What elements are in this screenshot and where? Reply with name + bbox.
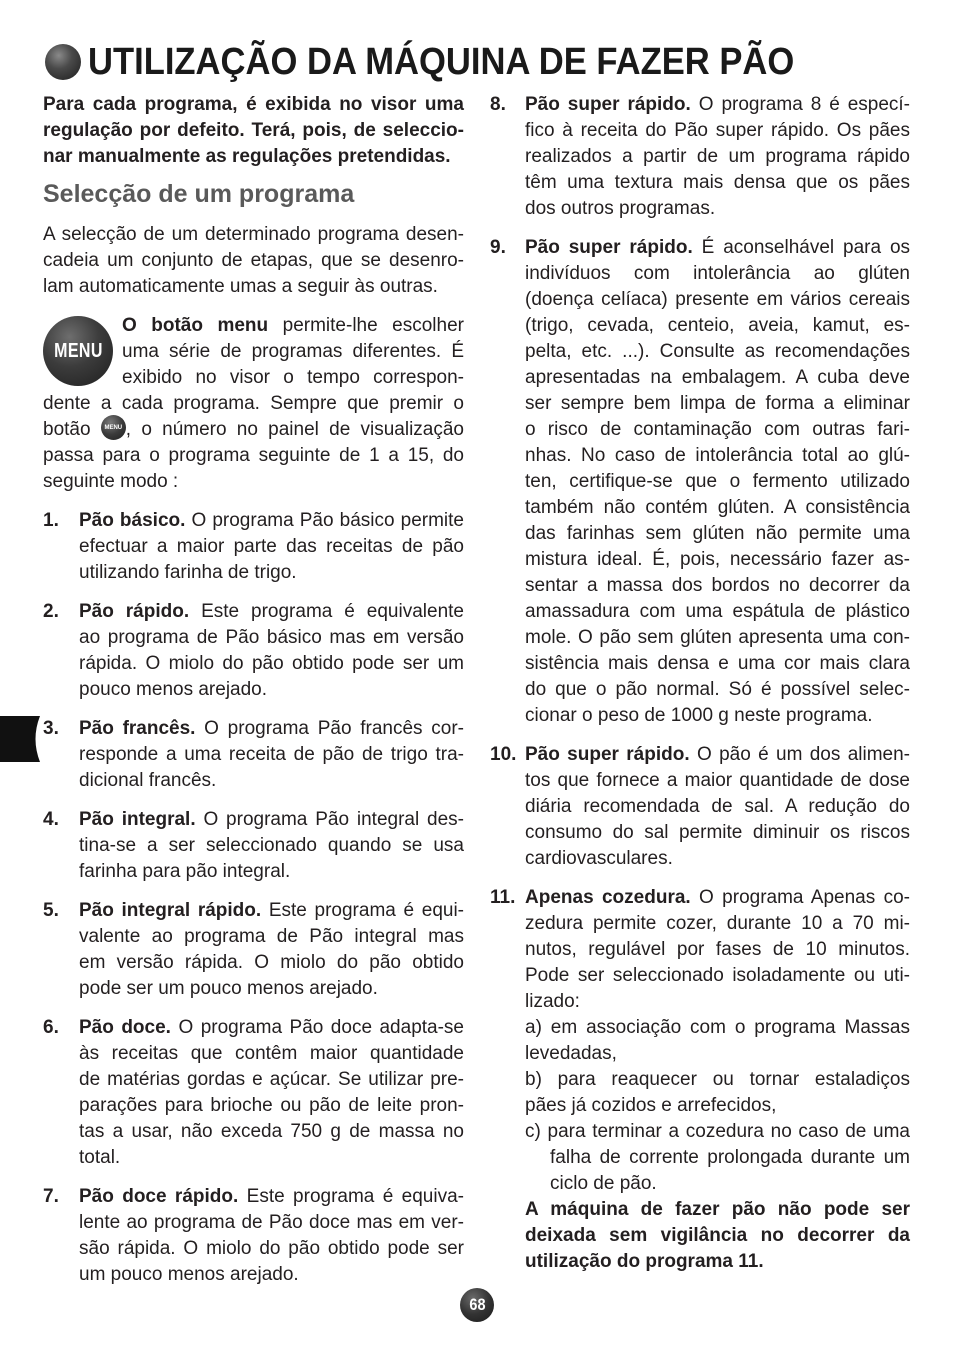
bold-lead-text: Pão doce. [79,1017,171,1038]
inline-text: Este programa é equi- [261,900,464,921]
text-line [79,716,464,742]
program-item-5 [43,898,464,1002]
inline-text: O programa Pão doce adapta-se [170,1017,465,1038]
text-line: o risco de contaminação com outras fari- [525,419,910,440]
menu-button-label: MENU [53,339,103,362]
text-line: indivíduos com intolerância ao glúten [525,263,910,284]
bold-lead-text: Pão francês. [79,718,196,739]
inline-text: O programa Apenas co- [690,887,910,908]
text-line: sistência mais densa e uma cor mais clara [525,653,910,674]
program-number: 2. [43,601,59,622]
program-description [79,716,464,794]
inline-text: botão [43,419,101,440]
text-line: a) em associação com o programa Massas [525,1017,910,1038]
text-line: utilizando farinha de trigo. [79,562,297,583]
sub-item-b [525,1067,910,1119]
program-item-11 [490,885,910,1275]
text-line: pelta, etc. ...). Consulte as recomendações [525,341,910,362]
text-line: zedura permite cozer, durante 10 a 70 mi- [525,913,910,934]
text-line: ten, certifique-se que o fermento utilizado [525,471,910,492]
program-number: 10. [490,744,517,765]
menu-paragraph [43,313,464,495]
text-line: tina-se a ser seleccionado quando se usa [79,835,464,856]
text-line: c) para terminar a cozedura no caso de uma [525,1121,910,1142]
text-line: em versão rápida. O miolo do pão obtido [79,952,464,973]
program-item-10 [490,742,910,872]
program-description [525,885,910,1015]
text-line: sentar a massa dos bordos no decorrer da [525,575,910,596]
text-line: tas a usar, não exceda 750 g de massa no [79,1121,464,1142]
section-heading: Selecção de um programa [43,180,355,208]
section-paragraph [43,222,464,300]
sub-item-a [525,1015,910,1067]
text-line [525,742,910,768]
program-number: 4. [43,809,59,830]
text-line [79,1184,464,1210]
bold-lead-text: Pão super rápido. [525,94,691,115]
program-item-4 [43,807,464,885]
text-line: dicional francês. [79,770,217,791]
program-number: 6. [43,1017,59,1038]
text-line [43,417,464,443]
bold-lead-text: Pão integral. [79,809,196,830]
bold-lead-text: Pão super rápido. [525,744,690,765]
program-description [525,235,910,729]
text-line [122,313,464,339]
text-line: mistura ideal. É, pois, necessário fazer as- [525,549,910,570]
text-line [79,1015,464,1041]
text-line: das farinhas sem glúten não permite uma [525,523,910,544]
intro-paragraph [43,92,464,170]
text-line: lizado: [525,991,580,1012]
program-number: 11. [490,887,516,908]
program-description [79,599,464,703]
text-line: levedadas, [525,1043,617,1064]
text-line [79,807,464,833]
text-line [525,885,910,911]
bold-lead-text: Pão doce rápido. [79,1186,239,1207]
text-line: responde a uma receita de pão de trigo tra- [79,744,464,765]
text-line: uma série de programas diferentes. É [122,341,464,362]
text-line: cionar o peso de 1000 g neste programa. [525,705,873,726]
text-line [79,508,464,534]
text-line [79,898,464,924]
inline-text: Este programa é equivalente [189,601,464,622]
program-description [79,1184,464,1288]
text-line: amassadura com uma espátula de plástico [525,601,910,622]
text-line: falha de corrente prolongada durante um [550,1147,910,1168]
text-line: um pouco menos arejado. [79,1264,299,1285]
text-line: do que o pão normal. Só é possível selec- [525,679,910,700]
text-line: pães já cozidos e arrefecidos, [525,1095,777,1116]
text-line: lam automaticamente umas a seguir às outras. [43,276,438,297]
text-line: tos que fornece a maior quantidade de dose [525,770,910,791]
program-item-8 [490,92,910,222]
text-line: deixada sem vigilância no decorrer da [525,1225,910,1246]
text-line: lente ao programa de Pão doce mas em ver- [79,1212,464,1233]
program-description [79,1015,464,1171]
text-line: A selecção de um determinado programa desen- [43,224,464,245]
bold-lead-text: O botão menu [122,315,269,336]
program-number: 8. [490,94,506,115]
text-line: são rápida. O miolo do pão obtido pode ser [79,1238,464,1259]
inline-text: permite-lhe escolher [268,315,464,336]
program-number: 9. [490,237,506,258]
text-line: nar manualmente as regulações pretendidas. [43,146,451,167]
page-title: UTILIZAÇÃO DA MÁQUINA DE FAZER PÃO [88,41,795,83]
program-item-9 [490,235,910,729]
text-line: de matérias gordas e açúcar. Se utilizar pre- [79,1069,464,1090]
inline-text: , o número no painel de visualização [125,419,464,440]
text-line: nhas. No caso de intolerância total ao glú- [525,445,910,466]
text-line: efectuar a maior parte das receitas de pão [79,536,464,557]
text-line: ser sempre bem limpa de forma a eliminar [525,393,910,414]
text-line: b) para reaquecer ou tornar estaladiços [525,1069,910,1090]
program-item-7 [43,1184,464,1288]
page-number-badge [460,1288,494,1322]
text-line: parações para brioche ou pão de leite pron- [79,1095,464,1116]
text-line: nutos, regulável por fases de 10 minutos. [525,939,910,960]
text-line: (doença celíaca) presente em vários cereais [525,289,910,310]
text-line [525,235,910,261]
bold-lead-text: Pão integral rápido. [79,900,262,921]
program-description [525,92,910,222]
page-number: 68 [468,1295,486,1314]
text-line: rápida. O miolo do pão obtido pode ser um [79,653,464,674]
text-line: fico à receita do Pão super rápido. Os pães [525,120,910,141]
program-description [79,898,464,1002]
bold-lead-text: Apenas cozedura. [525,887,691,908]
inline-text: O programa Pão integral des- [195,809,464,830]
text-line [525,92,910,118]
program-item-2 [43,599,464,703]
inline-text: O programa Pão francês cor- [195,718,465,739]
text-line: cardiovasculares. [525,848,673,869]
text-line: ciclo de pão. [550,1173,657,1194]
inline-text: É aconselhável para os [692,237,911,258]
text-line: apresentadas na embalagem. A cuba deve [525,367,910,388]
program-number: 7. [43,1186,59,1207]
text-line: às receitas que contêm maior quantidade [79,1043,464,1064]
program-number: 1. [43,510,59,531]
text-line: pouco menos arejado. [79,679,268,700]
text-line: diária recomendada de sal. A redução do [525,796,910,817]
text-line: dos outros programas. [525,198,716,219]
text-line: mole. O pão sem glúten apresenta uma con- [525,627,910,648]
program-description [525,742,910,872]
text-line: Para cada programa, é exibida no visor uma [43,94,464,115]
program-number: 3. [43,718,59,739]
bold-lead-text: Pão rápido. [79,601,190,622]
text-line: Pode ser seleccionado isoladamente ou uti- [525,965,910,986]
text-line: valente ao programa de Pão integral mas [79,926,464,947]
text-line: exibido no visor o tempo correspon- [122,367,464,388]
menu-inline-icon [101,415,126,440]
text-line: passa para o programa seguinte de 1 a 15, do [43,445,464,466]
program-number: 5. [43,900,59,921]
chapter-tab [0,716,42,762]
inline-text: O pão é um dos alimen- [689,744,911,765]
sub-item-c [525,1119,910,1197]
text-line: A máquina de fazer pão não pode ser [525,1199,910,1220]
menu-icon-label: MENU [104,424,123,431]
text-line: dente a cada programa. Sempre que premir o [43,393,464,414]
text-line: farinha para pão integral. [79,861,291,882]
warning-note [525,1197,910,1275]
text-line [79,599,464,625]
text-line: ao programa de Pão básico mas em versão [79,627,464,648]
program-item-6 [43,1015,464,1171]
text-line: cadeia um conjunto de etapas, que se desenro- [43,250,464,271]
program-item-3 [43,716,464,794]
program-description [79,508,464,586]
text-line: pode ser um pouco menos arejado. [79,978,378,999]
text-line: consumo do sal permite diminuir os riscos [525,822,910,843]
inline-text: Este programa é equiva- [238,1186,464,1207]
inline-text: O programa 8 é especí- [690,94,910,115]
text-line: têm uma textura mais densa que os pães [525,172,910,193]
text-line: seguinte modo : [43,471,179,492]
text-line: total. [79,1147,121,1168]
bold-lead-text: Pão super rápido. [525,237,693,258]
text-line: (trigo, cevada, centeio, aveia, kamut, es- [525,315,910,336]
text-line: realizados a partir de um programa rápido [525,146,910,167]
bold-lead-text: Pão básico. [79,510,186,531]
sphere-bullet-icon [45,44,81,80]
program-description [79,807,464,885]
text-line: utilização do programa 11. [525,1251,764,1272]
text-line: também não contém glúten. A consistência [525,497,910,518]
text-line: regulação por defeito. Terá, pois, de seleccio- [43,120,464,141]
inline-text: O programa Pão básico permite [185,510,464,531]
program-item-1 [43,508,464,586]
